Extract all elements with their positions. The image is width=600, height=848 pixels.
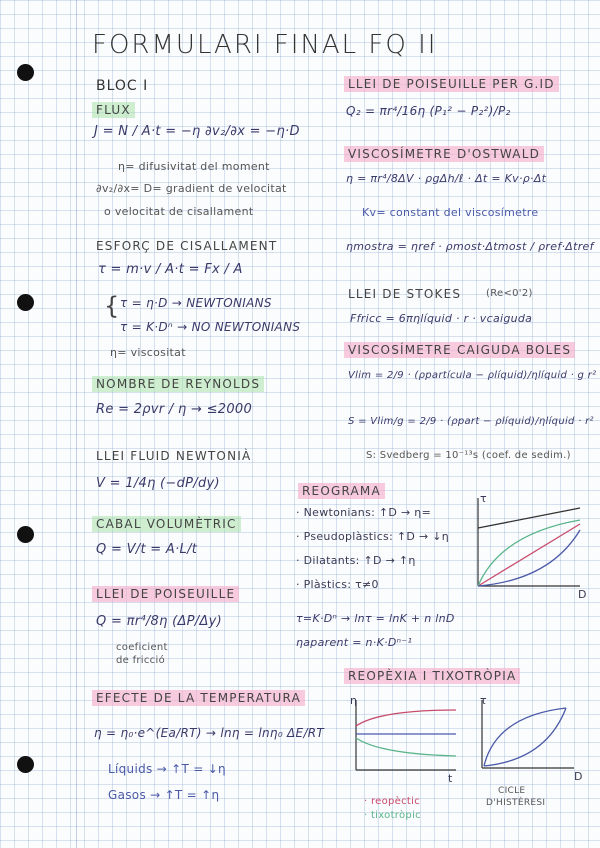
flux-note-1: η= difusivitat del moment [118, 160, 270, 173]
binder-hole [17, 64, 34, 81]
flux-formula: J = N / A·t = −η ∂v₂/∂x = −η·D [94, 124, 300, 139]
viscositat-note: η= viscositat [110, 346, 186, 359]
esforc-heading: ESFORÇ DE CISALLAMENT [96, 239, 278, 253]
svedberg-note: S: Svedberg = 10⁻¹³s (coef. de sedim.) [366, 450, 571, 461]
temperatura-formula: η = η₀·e^(Ea/RT) → lnη = lnη₀ ΔE/RT [94, 726, 325, 740]
newtonians-formula: τ = η·D → NEWTONIANS [120, 296, 272, 310]
viscositat-aparent-formula: ηaparent = n·K·Dⁿ⁻¹ [296, 636, 413, 649]
histeresi-x-label: D [574, 770, 583, 783]
ostwald-note: Kv= constant del viscosímetre [362, 206, 539, 219]
newtonian-line [478, 524, 580, 586]
gasos-note: Gasos → ↑T = ↑η [108, 788, 220, 802]
reograma-item-1: · Newtonians: ↑D → η= [296, 506, 432, 519]
reopexia-heading: REOPÈXIA I TIXOTRÒPIA [344, 668, 520, 684]
fluid-newtonia-heading: LLEI FLUID NEWTONIÀ [96, 449, 252, 463]
caiguda-heading: VISCOSÍMETRE CAIGUDA BOLES [344, 342, 575, 358]
thixotropic-curve [356, 738, 456, 756]
flux-note-2: ∂v₂/∂x= D= gradient de velocitat [96, 182, 287, 195]
margin-line [76, 0, 77, 848]
plastic-line [478, 508, 580, 528]
poiseuille-formula: Q = πr⁴/8η (ΔP/Δy) [96, 614, 223, 629]
fluid-newtonia-formula: V = 1/4η (−dP/dy) [96, 476, 220, 491]
reopexia-x-label: t [448, 772, 453, 785]
ostwald-heading: VISCOSÍMETRE D'OSTWALD [344, 146, 544, 162]
reograma-item-3: · Dilatants: ↑D → ↑η [296, 554, 416, 567]
legend-reopectic: · reopèctic [364, 796, 421, 807]
histeresi-label: D'HISTÈRESI [486, 798, 546, 808]
poiseuille-gas-formula: Q₂ = πr⁴/16η (P₁² − P₂²)/P₂ [346, 104, 511, 118]
poiseuille-heading: LLEI DE POISEUILLE [92, 586, 239, 602]
ostwald-mostra-formula: ηmostra = ηref · ρmost·Δtmost / ρref·Δtref [346, 240, 594, 253]
reograma-graph [470, 494, 594, 598]
bloc-label: BLOC I [96, 78, 149, 94]
reopectic-curve [356, 710, 456, 726]
reopexia-graph [350, 696, 462, 780]
ostwald-formula: η = πr⁴/8ΔV · ρgΔh/ℓ · Δt = Kv·ρ·Δt [346, 172, 547, 185]
reograma-x-label: D [578, 588, 587, 601]
reograma-y-label: τ [480, 492, 487, 505]
reograma-item-4: · Plàstics: τ≠0 [296, 578, 379, 591]
esforc-formula: τ = m·v / A·t = Fx / A [98, 262, 243, 277]
flux-note-3: o velocitat de cisallament [104, 205, 254, 218]
brace-icon: { [104, 292, 120, 320]
binder-hole [17, 526, 34, 543]
histeresi-graph [476, 696, 580, 776]
poiseuille-note-2: de fricció [116, 655, 165, 666]
stokes-condition: (Re<0'2) [486, 288, 533, 299]
reograma-item-2: · Pseudoplàstics: ↑D → ↓η [296, 530, 450, 543]
cabal-formula: Q = V/t = A·L/t [96, 542, 198, 557]
caiguda-formula-2: S = Vlim/g = 2/9 · (ρpart − ρlíquid)/ηlíquid · r² [348, 416, 594, 427]
hysteresis-down-curve [484, 708, 566, 766]
reynolds-heading: NOMBRE DE REYNOLDS [92, 376, 264, 392]
histeresi-y-label: τ [480, 694, 487, 707]
hysteresis-up-curve [484, 708, 566, 766]
temperatura-heading: EFECTE DE LA TEMPERATURA [92, 690, 305, 706]
cicle-label: CICLE [498, 786, 526, 796]
binder-hole [17, 294, 34, 311]
reograma-heading: REOGRAMA [298, 483, 385, 499]
stokes-heading: LLEI DE STOKES [348, 287, 462, 301]
poiseuille-note-1: coeficient [116, 642, 168, 653]
page-title: FORMULARI FINAL FQ II [92, 30, 438, 60]
no-newtonians-formula: τ = K·Dⁿ → NO NEWTONIANS [120, 320, 301, 334]
cabal-heading: CABAL VOLUMÈTRIC [92, 516, 241, 532]
reynolds-formula: Re = 2ρvr / η → ≤2000 [96, 402, 253, 417]
liquids-note: Líquids → ↑T = ↓η [108, 762, 226, 776]
flux-heading: FLUX [92, 102, 135, 118]
binder-hole [17, 756, 34, 773]
potencia-llei-formula: τ=K·Dⁿ → lnτ = lnK + n lnD [296, 612, 455, 625]
stokes-formula: Ffricc = 6πηlíquid · r · vcaiguda [350, 312, 533, 325]
reopexia-y-label: η [350, 694, 358, 707]
caiguda-formula-1: Vlim = 2/9 · (ρpartícula − ρlíquid)/ηlíquid · g r² [348, 370, 597, 381]
legend-thixotropic: · tixotròpic [364, 810, 421, 821]
dilatant-curve [478, 530, 580, 586]
poiseuille-gas-heading: LLEI DE POISEUILLE PER G.ID [344, 76, 559, 92]
